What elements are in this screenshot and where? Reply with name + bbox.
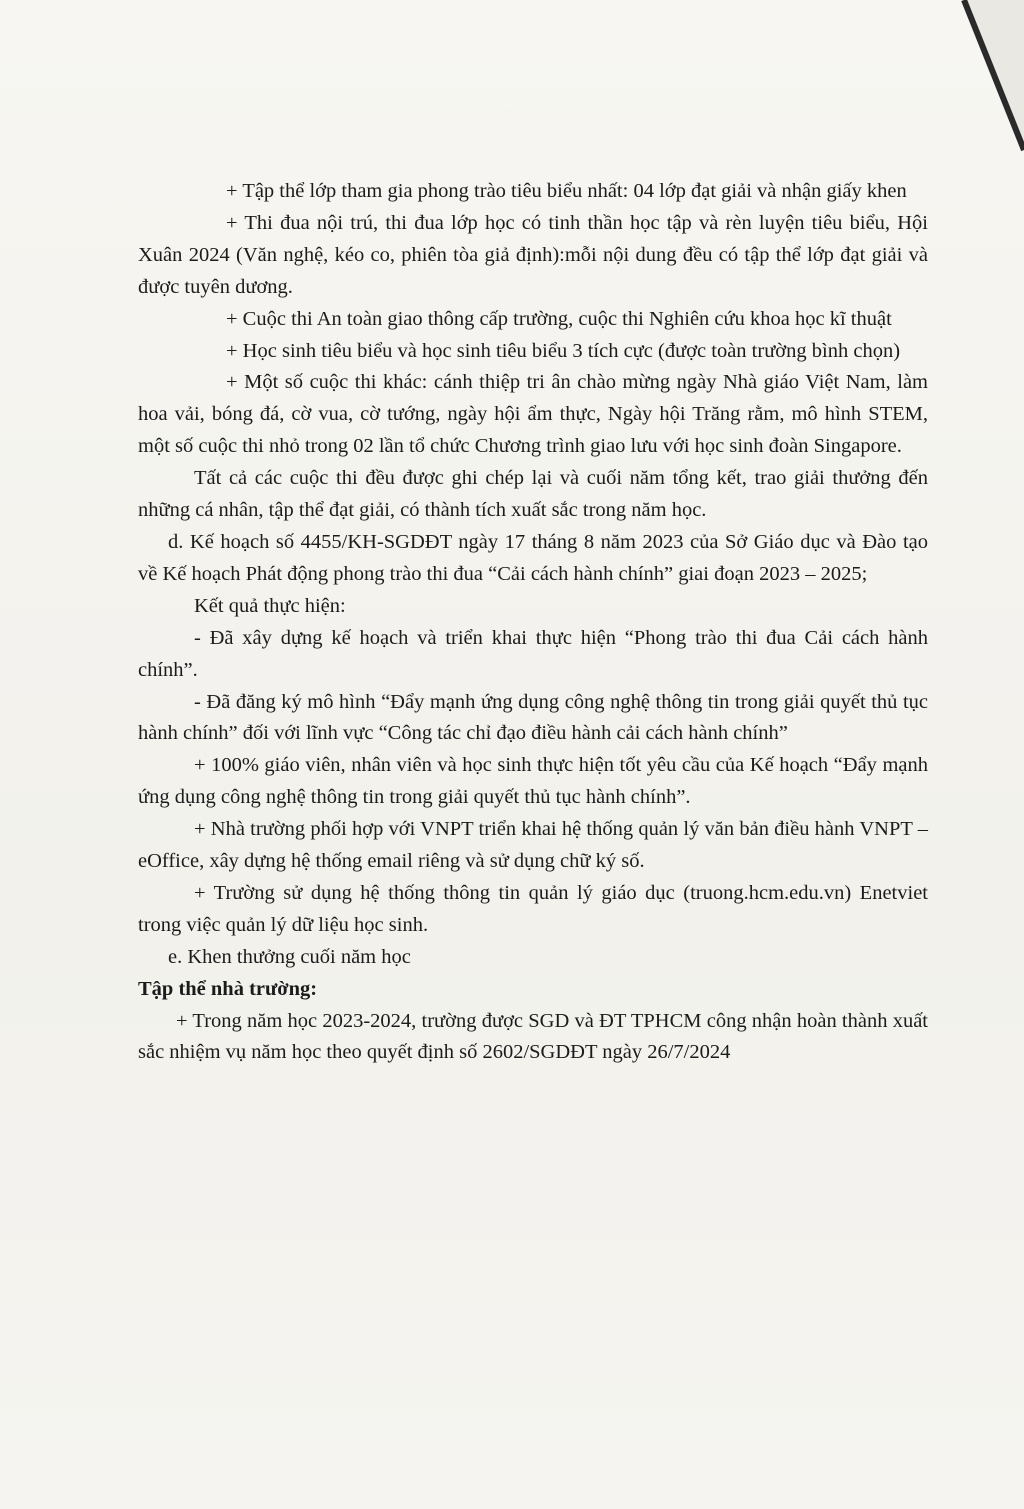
paragraph-plan-d: d. Kế hoạch số 4455/KH-SGDĐT ngày 17 tháng 8 năm 2023 của Sở Giáo dục và Đào tạo về Kế hoạch Phát động phong trào thi đua “Cải cách hành chính” giai đoạn 2023 – 2025; (138, 530, 928, 585)
paragraph-result-2: - Đã đăng ký mô hình “Đẩy mạnh ứng dụng công nghệ thông tin trong giải quyết thủ tục hành chính” đối với lĩnh vực “Công tác chỉ đạo điều hành cải cách hành chính” (138, 690, 928, 745)
paragraph-section-e: e. Khen thưởng cuối năm học (168, 945, 411, 968)
paragraph-result-1: - Đã xây dựng kế hoạch và triển khai thực hiện “Phong trào thi đua Cải cách hành chính”. (138, 626, 928, 681)
document-body (138, 176, 928, 1069)
paragraph-summary: Tất cả các cuộc thi đều được ghi chép lại và cuối năm tổng kết, trao giải thưởng đến những cá nhân, tập thể đạt giải, có thành tích xuất sắc trong năm học. (138, 467, 928, 522)
paragraph-outstanding-students: + Học sinh tiêu biểu và học sinh tiêu biểu 3 tích cực (được toàn trường bình chọn) (226, 339, 901, 362)
paragraph-results-heading: Kết quả thực hiện: (194, 594, 346, 617)
paragraph-result-4: + Nhà trường phối hợp với VNPT triển khai hệ thống quản lý văn bản điều hành VNPT – eOffice, xây dựng hệ thống email riêng và sử dụng chữ ký số. (138, 818, 928, 873)
page-fold-shadow (944, 0, 1024, 190)
paragraph-result-3: + 100% giáo viên, nhân viên và học sinh thực hiện tốt yêu cầu của Kế hoạch “Đẩy mạnh ứng dụng công nghệ thông tin trong giải quyết thủ tục hành chính”. (138, 754, 928, 809)
paragraph-recognition: + Trong năm học 2023-2024, trường được SGD và ĐT TPHCM công nhận hoàn thành xuất sắc nhiệm vụ năm học theo quyết định số 2602/SGDĐT ngày 26/7/2024 (138, 1009, 928, 1064)
paragraph-other-competitions: + Một số cuộc thi khác: cánh thiệp tri ân chào mừng ngày Nhà giáo Việt Nam, làm hoa vải, bóng đá, cờ vua, cờ tướng, ngày hội ẩm thực, Ngày hội Trăng rằm, mô hình STEM, một số cuộc thi nhỏ trong 02 lần tổ chức Chương trình giao lưu với học sinh đoàn Singapore. (138, 371, 928, 458)
paragraph-traffic-safety: + Cuộc thi An toàn giao thông cấp trường, cuộc thi Nghiên cứu khoa học kĩ thuật (226, 307, 892, 330)
paragraph-class-collective: + Tập thể lớp tham gia phong trào tiêu biểu nhất: 04 lớp đạt giải và nhận giấy khen (226, 180, 907, 202)
paragraph-school-collective: Tập thể nhà trường: (138, 977, 318, 1000)
paragraph-result-5: + Trường sử dụng hệ thống thông tin quản lý giáo dục (truong.hcm.edu.vn) Enetviet trong việc quản lý dữ liệu học sinh. (138, 881, 928, 936)
paragraph-boarding-competition: + Thi đua nội trú, thi đua lớp học có tinh thần học tập và rèn luyện tiêu biểu, Hội Xuân 2024 (Văn nghệ, kéo co, phiên tòa giả định):mỗi nội dung đều có tập thể lớp đạt giải và được tuyên dương. (138, 211, 928, 298)
